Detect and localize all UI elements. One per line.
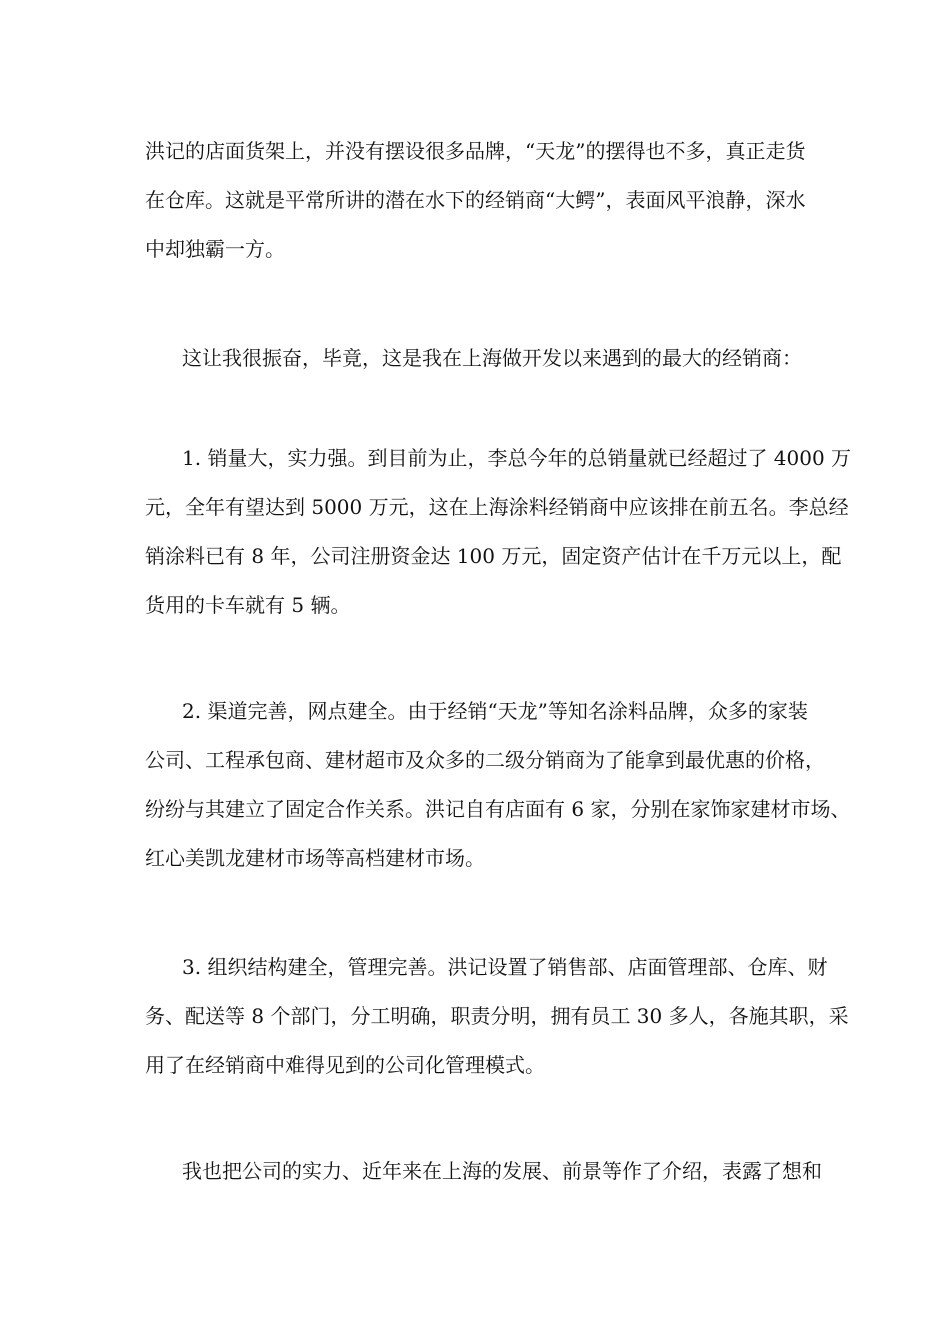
paragraph-4-line-1: 2. 渠道完善，网点建全。由于经销“天龙”等知名涂料品牌，众多的家装 xyxy=(182,699,808,723)
paragraph-3-line-2: 元，全年有望达到 5000 万元，这在上海涂料经销商中应该排在前五名。李总经 xyxy=(145,495,849,519)
paragraph-4-line-4: 红心美凯龙建材市场等高档建材市场。 xyxy=(145,846,485,870)
paragraph-3-line-3: 销涂料已有 8 年，公司注册资金达 100 万元，固定资产估计在千万元以上，配 xyxy=(145,544,842,568)
paragraph-5-line-2: 务、配送等 8 个部门，分工明确，职责分明，拥有员工 30 多人，各施其职，采 xyxy=(145,1004,849,1028)
paragraph-3-line-1: 1. 销量大，实力强。到目前为止，李总今年的总销量就已经超过了 4000 万 xyxy=(182,446,852,470)
paragraph-1-line-1: 洪记的店面货架上，并没有摆设很多品牌，“天龙”的摆得也不多，真正走货 xyxy=(145,139,806,163)
paragraph-4-line-2: 公司、工程承包商、建材超市及众多的二级分销商为了能拿到最优惠的价格， xyxy=(145,748,825,772)
paragraph-4-line-3: 纷纷与其建立了固定合作关系。洪记自有店面有 6 家，分别在家饰家建材市场、 xyxy=(145,797,851,821)
paragraph-6-line-1: 我也把公司的实力、近年来在上海的发展、前景等作了介绍，表露了想和 xyxy=(182,1159,822,1183)
paragraph-1-line-2: 在仓库。这就是平常所讲的潜在水下的经销商“大鳄”，表面风平浪静，深水 xyxy=(145,188,806,212)
paragraph-5-line-3: 用了在经销商中难得见到的公司化管理模式。 xyxy=(145,1053,545,1077)
paragraph-1-line-3: 中却独霸一方。 xyxy=(145,237,285,261)
paragraph-2-line-1: 这让我很振奋，毕竟，这是我在上海做开发以来遇到的最大的经销商： xyxy=(182,346,802,370)
paragraph-5-line-1: 3. 组织结构建全，管理完善。洪记设置了销售部、店面管理部、仓库、财 xyxy=(182,955,828,979)
paragraph-3-line-4: 货用的卡车就有 5 辆。 xyxy=(145,593,351,617)
